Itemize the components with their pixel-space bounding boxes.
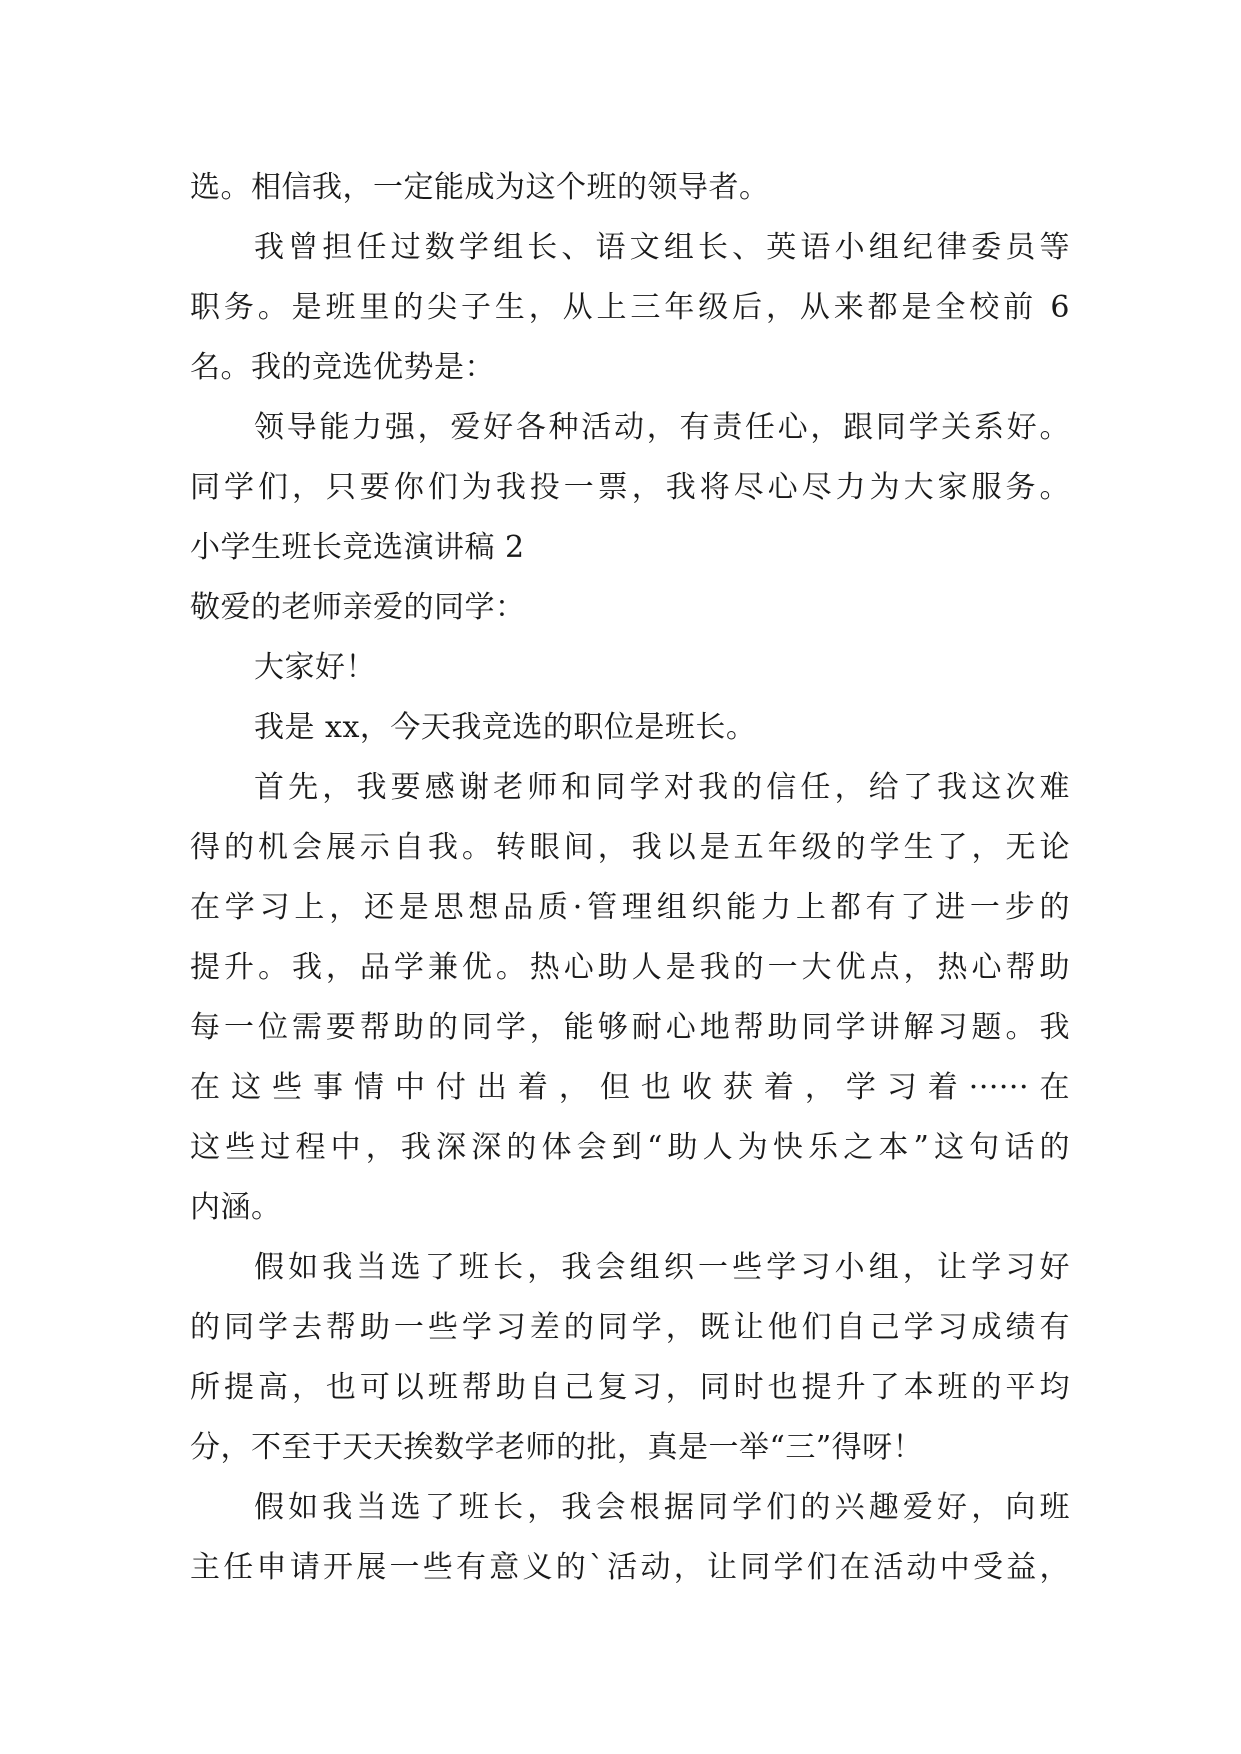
text-line: 职务。是班里的尖子生，从上三年级后，从来都是全校前 6 xyxy=(190,290,1070,325)
text-line: 我曾担任过数学组长、语文组长、英语小组纪律委员等 xyxy=(254,230,1070,265)
text-line: 名。我的竞选优势是： xyxy=(190,350,495,385)
text-line: 在学习上，还是思想品质·管理组织能力上都有了进一步的 xyxy=(190,890,1070,925)
document-body xyxy=(190,158,1070,1598)
text-line: 每一位需要帮助的同学，能够耐心地帮助同学讲解习题。我 xyxy=(190,1010,1070,1045)
text-line: 假如我当选了班长，我会组织一些学习小组，让学习好 xyxy=(254,1250,1070,1285)
text-line: 假如我当选了班长，我会根据同学们的兴趣爱好，向班 xyxy=(254,1490,1070,1525)
text-line: 选。相信我，一定能成为这个班的领导者。 xyxy=(190,170,770,205)
text-line: 我是 xx，今天我竞选的职位是班长。 xyxy=(254,710,757,745)
text-line: 得的机会展示自我。转眼间，我以是五年级的学生了，无论 xyxy=(190,830,1070,865)
text-line: 分，不至于天天挨数学老师的批，真是一举“三”得呀！ xyxy=(190,1430,924,1465)
text-line: 主任申请开展一些有意义的`活动，让同学们在活动中受益， xyxy=(190,1550,1070,1585)
text-line: 首先，我要感谢老师和同学对我的信任，给了我这次难 xyxy=(254,770,1070,805)
text-line: 在这些事情中付出着，但也收获着，学习着······在 xyxy=(190,1070,1070,1105)
text-line: 所提高，也可以班帮助自己复习，同时也提升了本班的平均 xyxy=(190,1370,1070,1405)
text-line: 同学们，只要你们为我投一票，我将尽心尽力为大家服务。 xyxy=(190,470,1070,505)
salutation: 敬爱的老师亲爱的同学： xyxy=(190,590,526,625)
text-line: 提升。我，品学兼优。热心助人是我的一大优点，热心帮助 xyxy=(190,950,1070,985)
section-heading: 小学生班长竞选演讲稿 2 xyxy=(190,530,525,565)
text-line: 内涵。 xyxy=(190,1190,282,1225)
greeting: 大家好！ xyxy=(254,650,376,685)
text-line: 这些过程中，我深深的体会到“助人为快乐之本”这句话的 xyxy=(190,1130,1070,1165)
text-line: 领导能力强，爱好各种活动，有责任心，跟同学关系好。 xyxy=(254,410,1070,445)
text-line: 的同学去帮助一些学习差的同学，既让他们自己学习成绩有 xyxy=(190,1310,1070,1345)
